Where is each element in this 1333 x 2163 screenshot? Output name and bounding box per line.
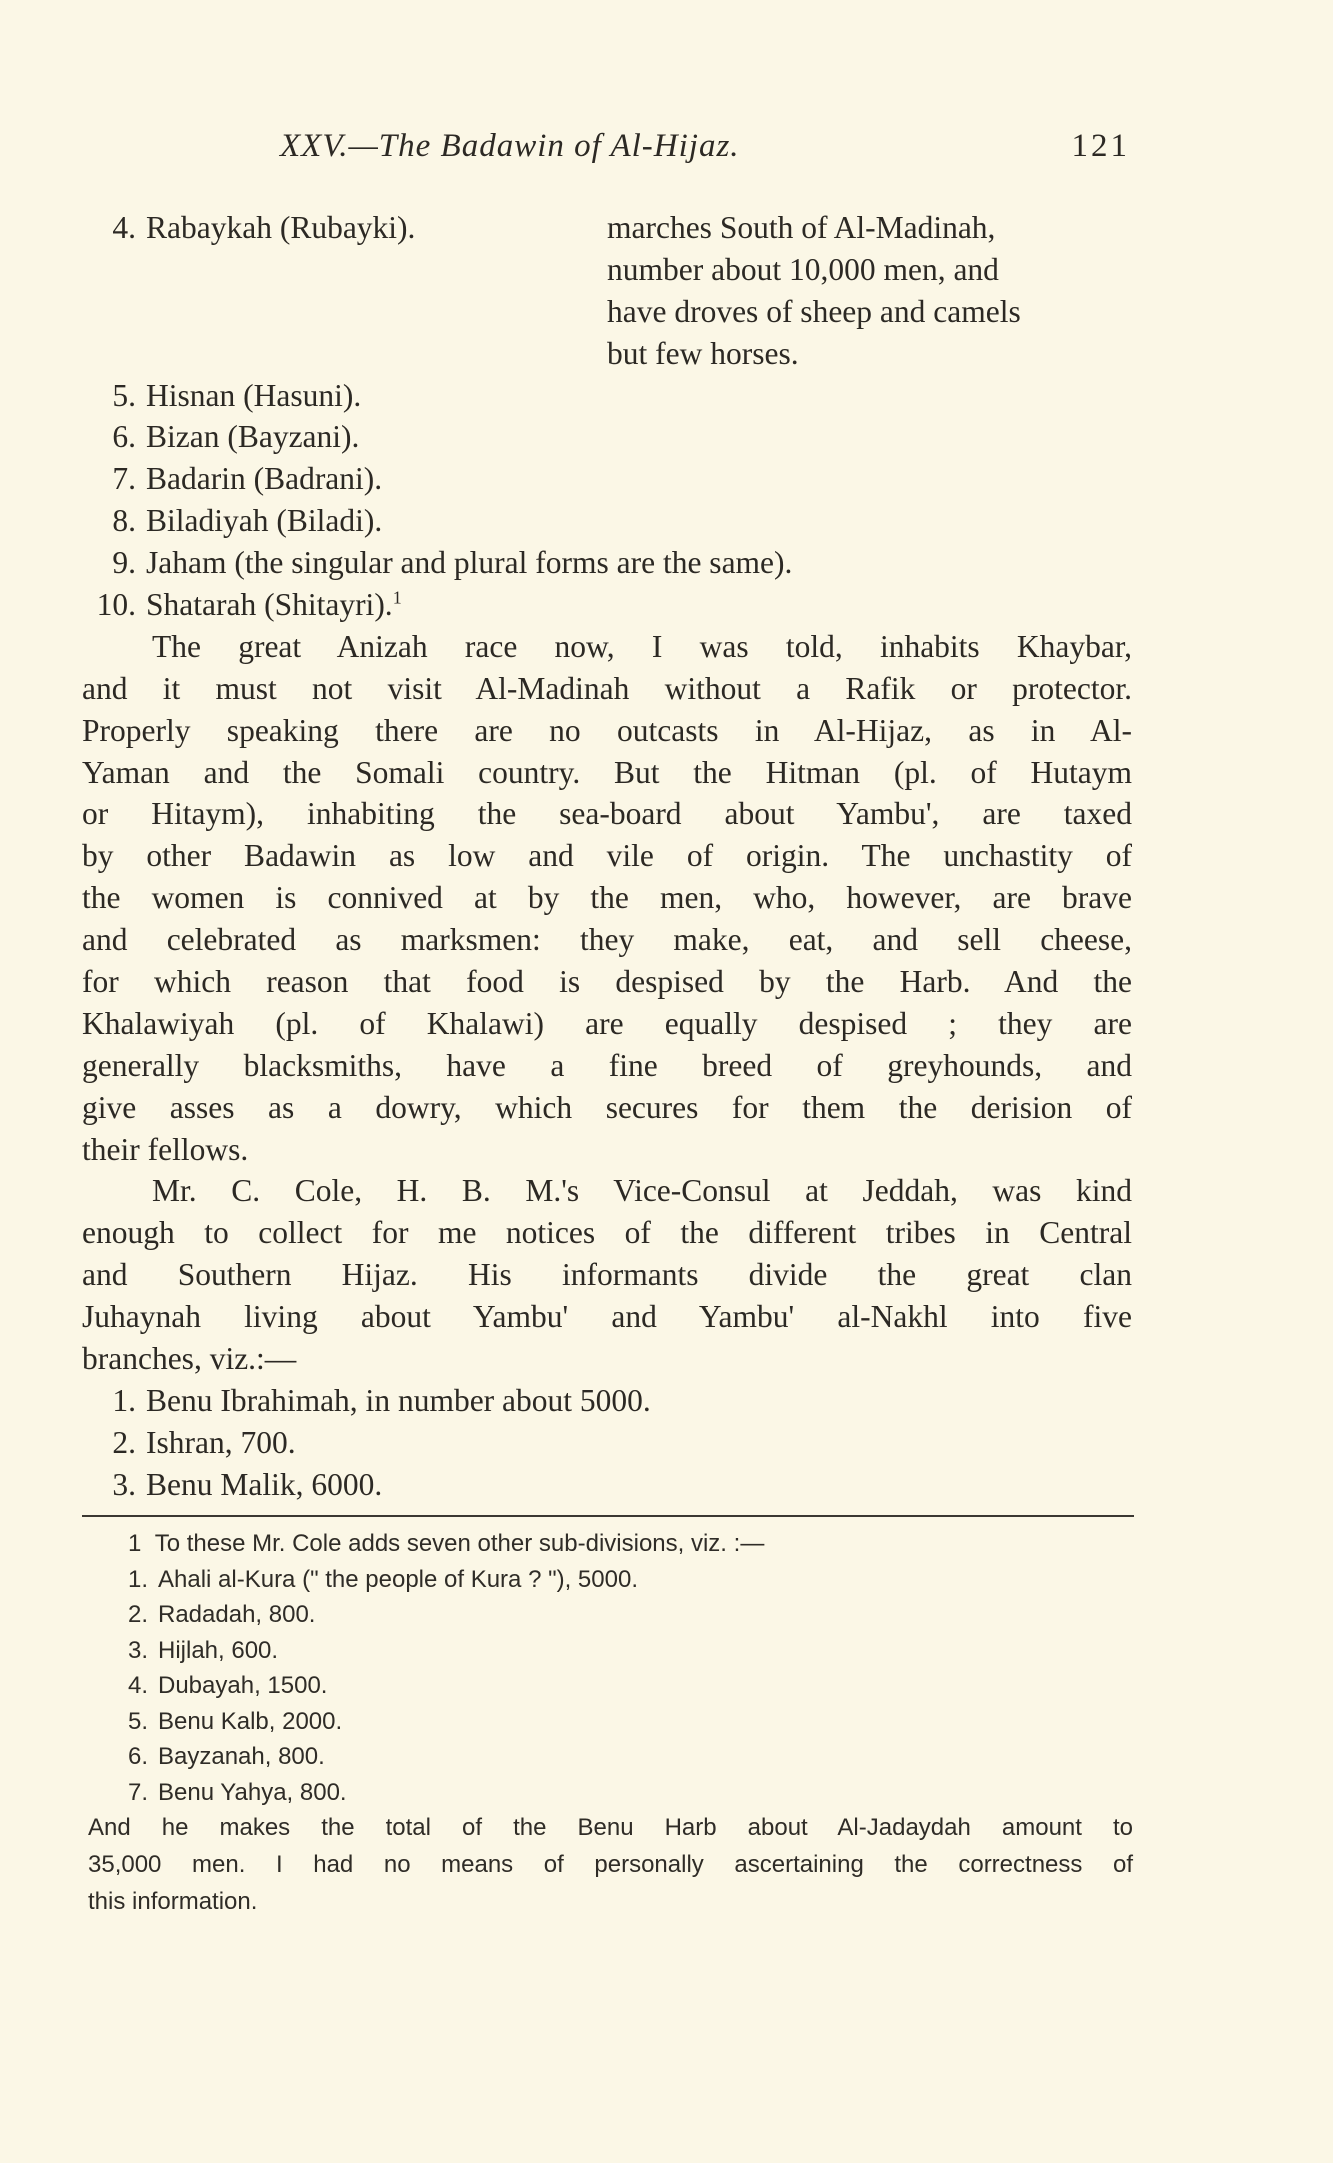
paragraph-line: The great Anizah race now, I was told, inhabits Khaybar, <box>152 628 1132 664</box>
item-text: Dubayah, 1500. <box>158 1672 328 1699</box>
item-text: Ishran, 700. <box>146 1424 296 1460</box>
list-item <box>82 542 1132 584</box>
item-number: 10. <box>96 587 136 623</box>
paragraph-line: by other Badawin as low and vile of origin. The unchastity of <box>82 838 1132 874</box>
list-item <box>82 500 1132 542</box>
footnote-list-item <box>88 1704 1133 1740</box>
item-description-line: number about 10,000 men, and <box>607 251 999 287</box>
list-item <box>82 1464 1132 1506</box>
item-description-line: marches South of Al-Madinah, <box>607 210 996 245</box>
item-text: Benu Ibrahimah, in number about 5000. <box>146 1382 651 1418</box>
footnote-closing-line: 35,000 men. I had no means of personally ascertaining the correctness of <box>88 1851 1133 1878</box>
item-text: Bizan (Bayzani). <box>146 419 360 455</box>
footnote-rule <box>82 1515 1134 1517</box>
item-number: 1. <box>112 1382 136 1418</box>
item-number: 6. <box>127 1743 148 1770</box>
paragraph-line: branches, viz.:— <box>82 1341 297 1377</box>
list-item <box>82 584 1132 626</box>
item-number: 4. <box>127 1672 148 1699</box>
paragraph-line: their fellows. <box>82 1131 249 1167</box>
body-text <box>82 207 1132 1506</box>
list-item <box>82 207 1132 249</box>
running-title: XXV.—The Badawin of Al-Hijaz. <box>280 128 740 164</box>
footnote-marker: 1 <box>392 587 402 608</box>
paragraph <box>82 1170 1132 1379</box>
paragraph-line: and it must not visit Al-Madinah without a Rafik or protector. <box>82 670 1132 706</box>
footnote-closing-line: this information. <box>88 1888 258 1915</box>
footnote-list-item <box>88 1562 1133 1598</box>
item-text: Shatarah (Shitayri). <box>146 587 393 623</box>
footnote-list-item <box>88 1739 1133 1775</box>
item-number: 7. <box>112 461 136 497</box>
item-text: Bayzanah, 800. <box>158 1743 325 1770</box>
footnote-closing-line: And he makes the total of the Benu Harb about Al-Jadaydah amount to <box>88 1814 1133 1841</box>
paragraph-line: Mr. C. Cole, H. B. M.'s Vice-Consul at Jeddah, was kind <box>152 1173 1132 1209</box>
footnote <box>88 1526 1133 1921</box>
item-text: Hisnan (Hasuni). <box>146 377 362 413</box>
running-head <box>80 128 1130 178</box>
paragraph-line: Yaman and the Somali country. But the Hitman (pl. of Hutaym <box>82 754 1132 790</box>
item-number: 8. <box>112 503 136 539</box>
footnote-list-item <box>88 1668 1133 1704</box>
paragraph-line: generally blacksmiths, have a fine breed of greyhounds, and <box>82 1047 1132 1083</box>
paragraph-line: Juhaynah living about Yambu' and Yambu' al-Nakhl into five <box>82 1299 1132 1335</box>
item-number: 3. <box>127 1636 148 1664</box>
paragraph-line: the women is connived at by the men, who, however, are brave <box>82 880 1132 916</box>
item-number: 9. <box>112 545 136 581</box>
item-text: Benu Malik, 6000. <box>146 1466 383 1502</box>
item-text: Badarin (Badrani). <box>146 461 383 497</box>
list-item <box>82 458 1132 500</box>
item-number: 7. <box>127 1778 148 1806</box>
paragraph-line: Khalawiyah (pl. of Khalawi) are equally despised ; they are <box>82 1005 1132 1041</box>
item-text: Hijlah, 600. <box>158 1636 279 1664</box>
item-number: 1. <box>127 1565 148 1593</box>
paragraph <box>82 626 1132 1171</box>
item-text: Benu Kalb, 2000. <box>158 1707 343 1735</box>
item-number: 5. <box>127 1707 148 1735</box>
paragraph-line: and Southern Hijaz. His informants divide the great clan <box>82 1257 1132 1293</box>
list-item <box>82 1422 1132 1464</box>
item-text: Ahali al-Kura (" the people of Kura ? "), 5000. <box>158 1565 638 1593</box>
list-item <box>82 375 1132 417</box>
list-item <box>82 1380 1132 1422</box>
footnote-intro-text: To these Mr. Cole adds seven other sub-divisions, viz. :— <box>154 1530 765 1557</box>
footnote-list-item <box>88 1633 1133 1669</box>
list-item <box>82 416 1132 458</box>
footnote-intro <box>88 1526 1133 1562</box>
item-number: 4. <box>112 210 136 245</box>
footnote-marker: 1 <box>128 1530 142 1557</box>
paragraph-line: or Hitaym), inhabiting the sea-board about Yambu', are taxed <box>82 796 1132 832</box>
paragraph-line: enough to collect for me notices of the different tribes in Central <box>82 1215 1132 1251</box>
item-description-line: have droves of sheep and camels <box>607 293 1021 329</box>
footnote-list-item <box>88 1775 1133 1811</box>
item-text: Benu Yahya, 800. <box>158 1778 347 1806</box>
item-name: Rabaykah (Rubayki). <box>146 210 416 245</box>
item-number: 2. <box>127 1601 148 1628</box>
item-number: 2. <box>112 1424 136 1460</box>
paragraph-line: for which reason that food is despised by the Harb. And the <box>82 964 1132 1000</box>
item-description-line: but few horses. <box>607 335 799 371</box>
paragraph-line: give asses as a dowry, which secures for them the derision of <box>82 1089 1132 1125</box>
footnote-list-item <box>88 1597 1133 1633</box>
paragraph-line: and celebrated as marksmen: they make, eat, and sell cheese, <box>82 922 1132 958</box>
item-text: Biladiyah (Biladi). <box>146 503 383 539</box>
item-text: Jaham (the singular and plural forms are the same). <box>146 545 793 581</box>
item-number: 5. <box>112 377 136 413</box>
item-number: 6. <box>112 419 136 455</box>
paragraph-line: Properly speaking there are no outcasts in Al-Hijaz, as in Al- <box>82 712 1132 748</box>
item-number: 3. <box>112 1466 136 1502</box>
page-number: 121 <box>1071 128 1130 164</box>
item-text: Radadah, 800. <box>158 1601 316 1628</box>
